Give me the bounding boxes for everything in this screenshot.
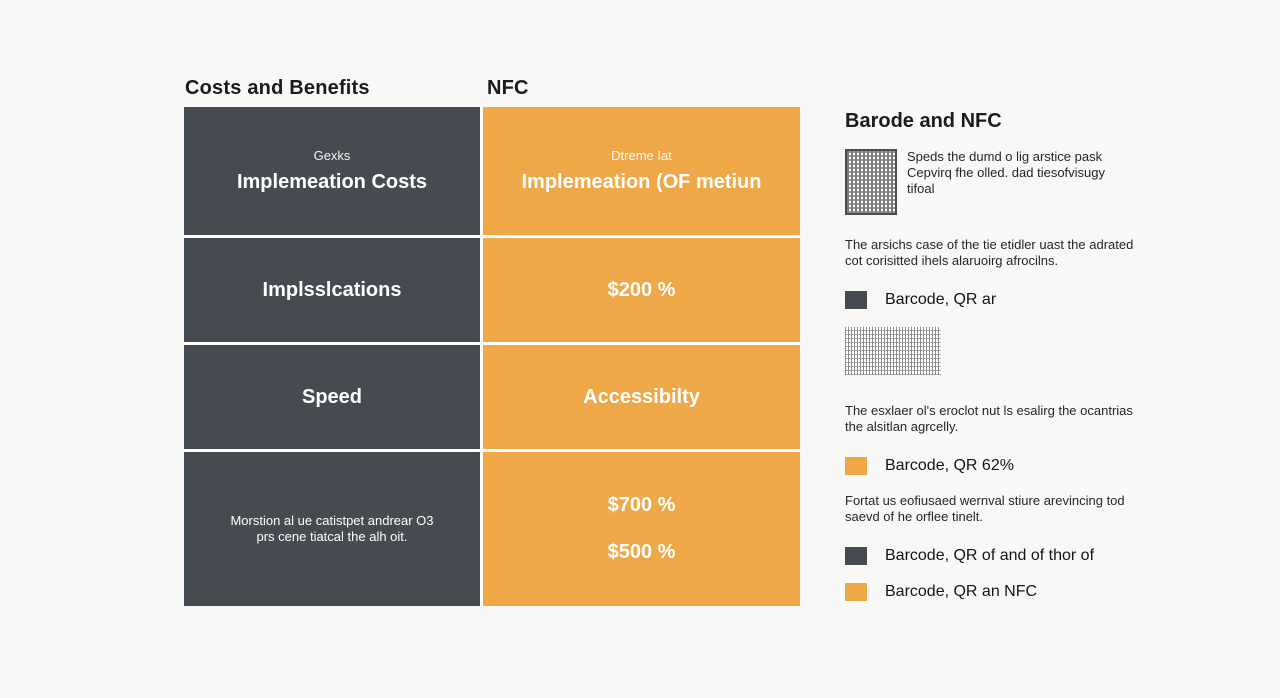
description-text: Morstion al ue catistpet andrear O3 prs cene tiatcal the alh oit. xyxy=(230,513,434,544)
legend-label: Barcode, QR an NFC xyxy=(885,583,1038,600)
value-500-label: $500 % xyxy=(607,541,676,563)
implementation-nfc-cell xyxy=(483,107,800,235)
sidebar-note-2: The esxlaer ol's eroclot nut ls esalirg the ocantrias the alsitlan agrcelly. xyxy=(845,403,1133,434)
dark-swatch-icon xyxy=(845,291,867,309)
legend-item-orange-2 xyxy=(845,583,1135,601)
sidebar-note-3: Fortat us eofiusaed wernval stiure arevincing tod saevd of he orflee tinelt. xyxy=(845,493,1125,524)
legend-item-dark-2 xyxy=(845,547,1135,565)
barcode-nfc-sidebar xyxy=(845,110,1135,619)
sidebar-note-1: The arsichs case of the tie etidler uast the adrated cot corisitted ihels alaruoirg afrocilns. xyxy=(845,237,1134,268)
implementation-nfc-label: Implemeation (OF metiun xyxy=(521,171,762,193)
qr-code-row xyxy=(845,149,1135,215)
legend-label: Barcode, QR ar xyxy=(885,291,997,308)
qr-code-description: Speds the dumd o lig arstice pask Cepvirq fhe olled. dad tiesofvisugy tifoal xyxy=(907,149,1106,196)
legend-label: Barcode, QR 62% xyxy=(885,457,1014,474)
sidebar-title: Barode and NFC xyxy=(845,110,1002,132)
implementation-costs-kicker: Gexks xyxy=(313,148,351,163)
implications-cell xyxy=(184,238,480,342)
value-200-label: $200 % xyxy=(607,278,676,301)
legend-label: Barcode, QR of and of thor of xyxy=(885,547,1095,564)
orange-swatch-icon xyxy=(845,583,867,601)
value-200-cell xyxy=(483,238,800,342)
dark-swatch-icon xyxy=(845,547,867,565)
implementation-nfc-kicker: Dtreme Iat xyxy=(611,148,672,163)
qr-code-icon xyxy=(845,149,897,215)
section-title-costs-benefits: Costs and Benefits xyxy=(185,77,370,99)
barcode-icon xyxy=(845,327,941,375)
description-cell xyxy=(184,452,480,606)
section-title-nfc: NFC xyxy=(487,77,529,99)
value-700-label: $700 % xyxy=(607,494,676,516)
speed-cell xyxy=(184,345,480,449)
speed-label: Speed xyxy=(301,385,363,408)
implementation-costs-label: Implemeation Costs xyxy=(236,171,428,193)
legend-item-orange-1 xyxy=(845,457,1135,475)
accessibility-cell xyxy=(483,345,800,449)
comparison-grid xyxy=(184,107,800,603)
accessibility-label: Accessibilty xyxy=(583,385,700,408)
orange-swatch-icon xyxy=(845,457,867,475)
implementation-costs-cell xyxy=(184,107,480,235)
value-700-500-cell xyxy=(483,452,800,606)
implications-label: Implsslcations xyxy=(262,278,402,301)
legend-item-dark-1 xyxy=(845,291,1135,309)
